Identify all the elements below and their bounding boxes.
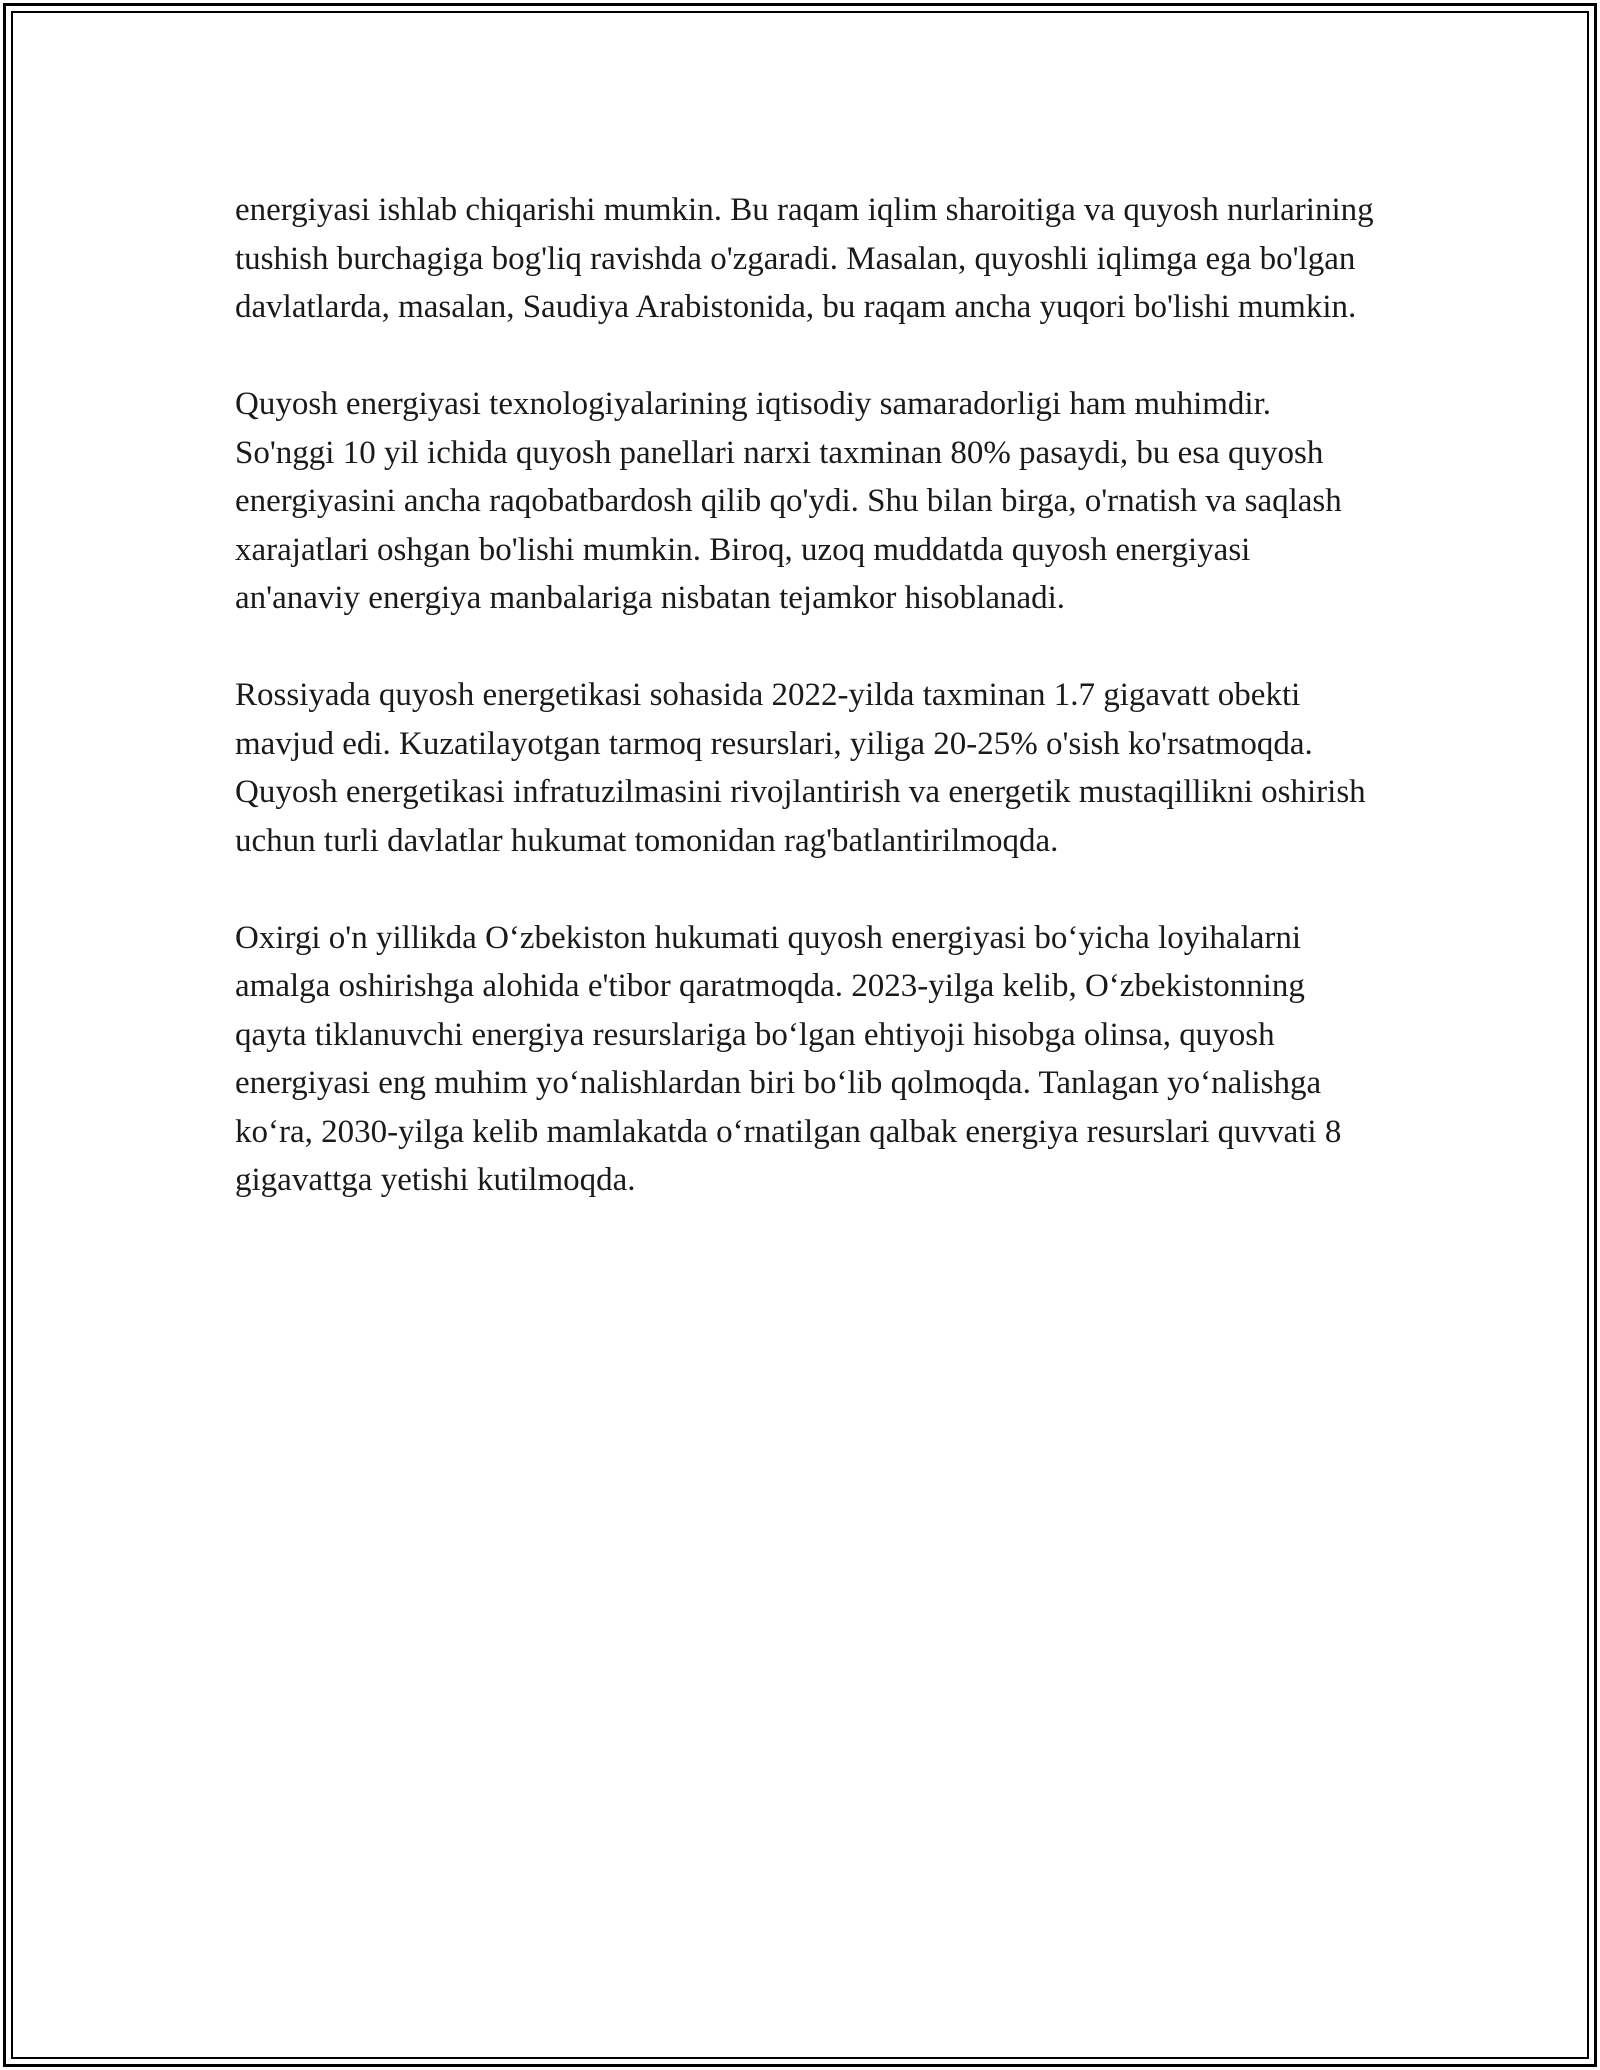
paragraph-4: Oxirgi o'n yillikda O‘zbekiston hukumati quyosh energiyasi bo‘yicha loyihalarni amalga oshirishga alohida e'tibor qaratmoqda. 2023-yilga kelib, O‘zbekistonning qayta tiklanuvchi energiya resurslariga bo‘lgan ehtiyoji hisobga olinsa, quyosh energiyasi eng muhim yo‘nalishlardan biri bo‘lib qolmoqda. Tanlagan yo‘nalishga ko‘ra, 2030-yilga kelib mamlakatda o‘rnatilgan qalbak energiya resurslari quvvati 8 gigavattga yetishi kutilmoqda. [235,919,1342,1198]
document-body [235,186,1375,1253]
paragraph-2: Quyosh energiyasi texnologiyalarining iqtisodiy samaradorligi ham muhimdir. So'nggi 10 yil ichida quyosh panellari narxi taxminan 80% pasaydi, bu esa quyosh energiyasini ancha raqobatbardosh qilib qo'ydi. Shu bilan birga, o'rnatish va saqlash xarajatlari oshgan bo'lishi mumkin. Biroq, uzoq muddatda quyosh energiyasi an'anaviy energiya manbalariga nisbatan tejamkor hisoblanadi. [235,386,1342,616]
paragraph-1: energiyasi ishlab chiqarishi mumkin. Bu raqam iqlim sharoitiga va quyosh nurlarining tushish burchagiga bog'liq ravishda o'zgaradi. Masalan, quyoshli iqlimga ega bo'lgan davlatlarda, masalan, Saudiya Arabistonida, bu raqam ancha yuqori bo'lishi mumkin. [235,192,1374,325]
paragraph-3: Rossiyada quyosh energetikasi sohasida 2022-yilda taxminan 1.7 gigavatt obekti mavjud edi. Kuzatilayotgan tarmoq resurslari, yiliga 20-25% o'sish ko'rsatmoqda. Quyosh energetikasi infratuzilmasini rivojlantirish va energetik mustaqillikni oshirish uchun turli davlatlar hukumat tomonidan rag'batlantirilmoqda. [235,677,1366,859]
